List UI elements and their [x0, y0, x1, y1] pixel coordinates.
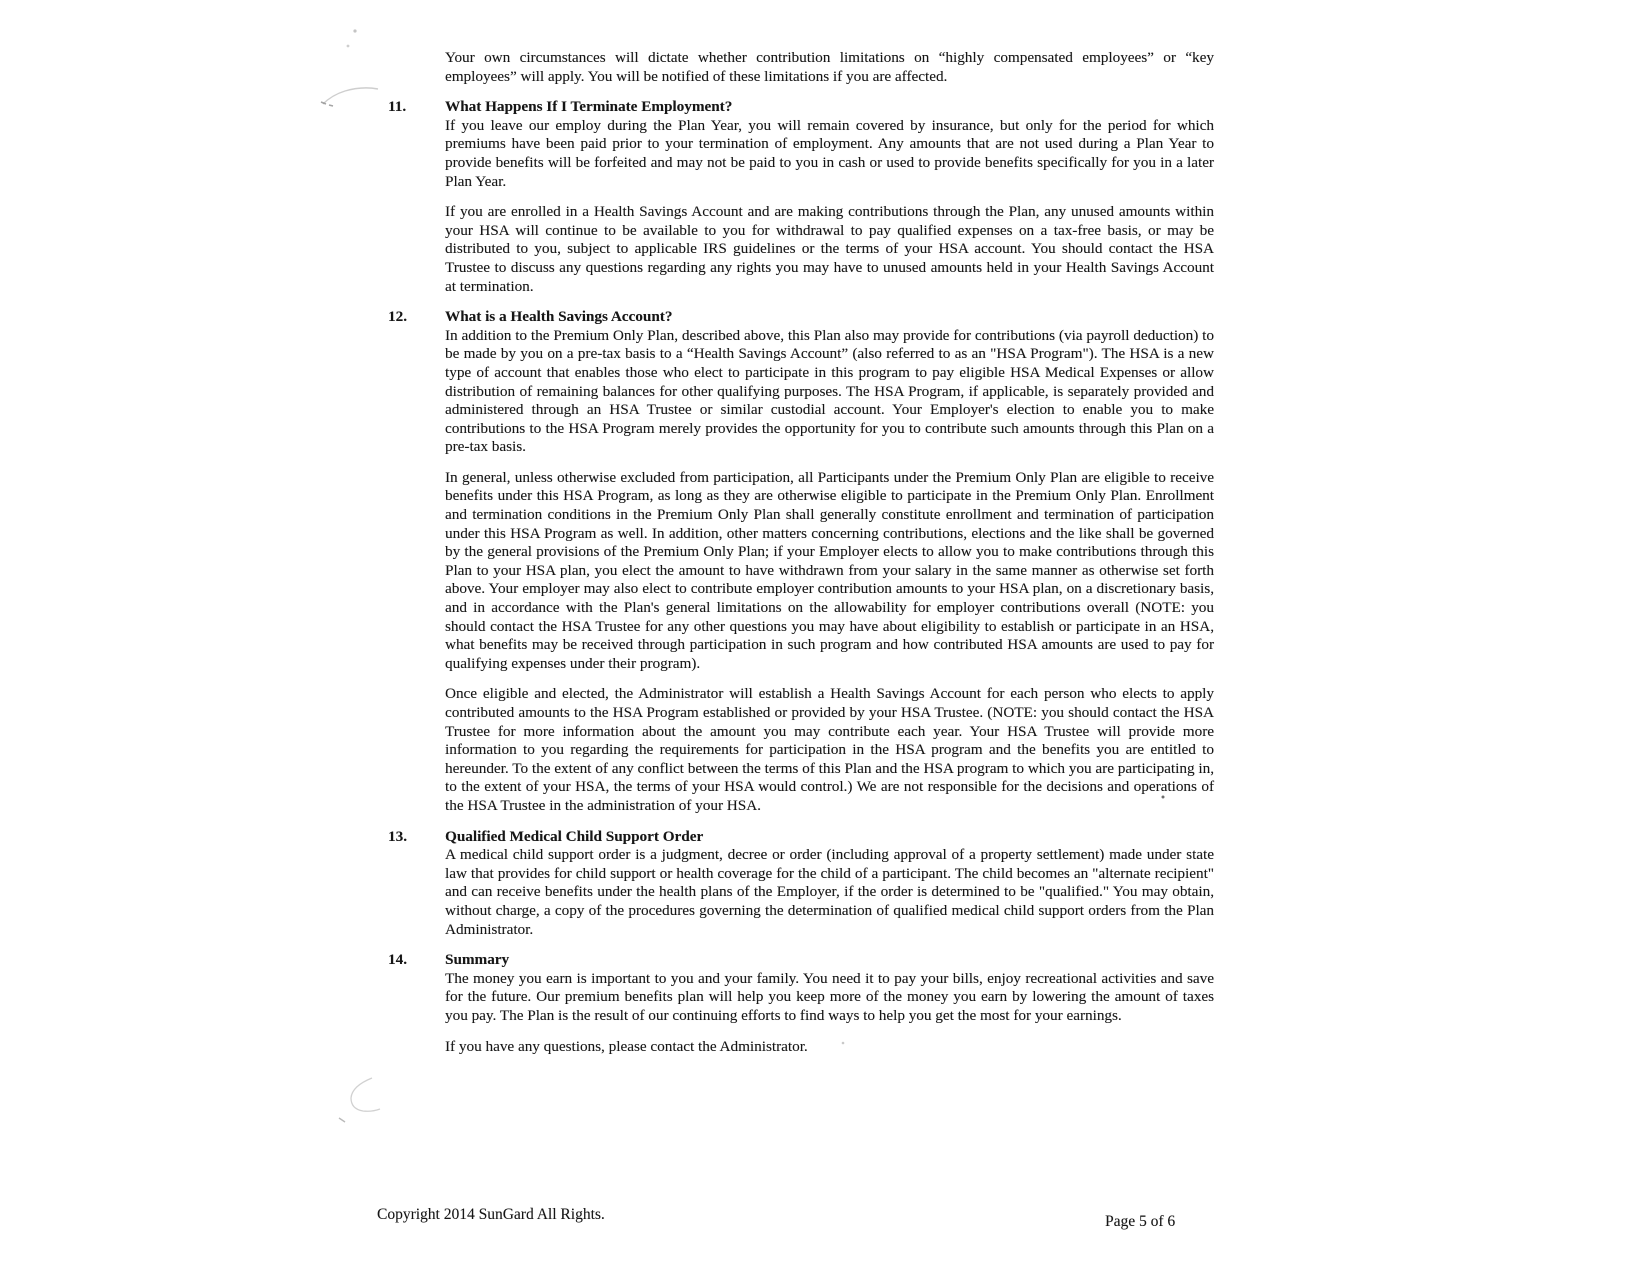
paragraph: The money you earn is important to you and your family. You need it to pay your bills, enjoy recreational activities and save for the future. Our premium benefits plan will help you keep more of the money you earn by lowering the amount of taxes you pay. The Plan is the result of our continuing efforts to find ways to help you get the most for your earnings. — [445, 969, 1214, 1024]
section-number: 11. — [388, 98, 407, 116]
pencil-tick-mark — [339, 1118, 345, 1122]
section-summary — [388, 951, 1214, 1068]
pencil-c-mark — [351, 1078, 380, 1111]
section-number: 12. — [388, 308, 407, 326]
paragraph: In addition to the Premium Only Plan, described above, this Plan also may provide for contributions (via payroll deduction) to be made by you on a pre-tax basis to a “Health Savings Account” (also referred to as an "HSA Program"). The HSA is a new type of account that enables those who elect to participate in this program to pay eligible HSA Medical Expenses or allow distribution of remaining balances for other qualifying purposes. The HSA Program, if applicable, is separately provided and administered through an HSA Trustee or similar custodial account. Your Employer's election to enable you to make contributions to the HSA Program merely provides the opportunity for you to contribute such amounts through this Plan on a pre-tax basis. — [445, 326, 1214, 456]
section-title: Summary — [445, 951, 510, 969]
section-content — [445, 828, 1214, 952]
section-terminate-employment — [388, 98, 1214, 308]
scan-speck — [347, 45, 350, 48]
intro-paragraph: Your own circumstances will dictate whether contribution limitations on “highly compensated employees” or “key employees” will apply. You will be notified of these limitations if you are affected. — [445, 49, 1214, 85]
section-content — [445, 98, 1214, 308]
section-content — [445, 951, 1214, 1068]
scan-speck — [353, 29, 356, 32]
document-body — [388, 49, 1214, 1068]
pencil-dash-mark — [321, 102, 333, 106]
paragraph: A medical child support order is a judgment, decree or order (including approval of a property settlement) made under state law that provides for child support or health coverage for the child of a participant. The child becomes an "alternate recipient" and can receive benefits under the health plans of the Employer, if the order is determined to be "qualified." You may obtain, without charge, a copy of the procedures governing the determination of qualified medical child support orders from the Plan Administrator. — [445, 846, 1214, 938]
paragraph: In general, unless otherwise excluded from participation, all Participants under the Premium Only Plan are eligible to receive benefits under this HSA Program, as long as they are otherwise eligible to participate in the Premium Only Plan. Enrollment and termination conditions in the Premium Only Plan shall generally constitute enrollment and termination of participation under this HSA Program as well. In addition, other matters concerning contributions, elections and the like shall be governed by the general provisions of the Premium Only Plan; if your Employer elects to allow you to make contributions through this Plan to your HSA plan, you elect the amount to have withdrawn from your salary in the same manner as otherwise set forth above. Your employer may also elect to contribute employer contribution amounts to your HSA plan, on a discretionary basis, and in accordance with the Plan's general limitations on the allowability for employer contributions overall (NOTE: you should contact the HSA Trustee for any other questions you may have about eligibility to establish or participate in an HSA, what benefits may be received through participation in such program and how contributed HSA amounts are used to pay for qualifying expenses under their program). — [445, 468, 1214, 672]
paragraph: Once eligible and elected, the Administrator will establish a Health Savings Account for each person who elects to apply contributed amounts to the HSA Program established or provided by your HSA Trustee. (NOTE: you should contact the HSA Trustee for more information about the amount you may contribute each year. Your HSA Trustee will provide more information to you regarding the requirements for participation in the HSA program and the benefits you are entitled to hereunder. To the extent of any conflict between the terms of this Plan and the HSA program to which you are participating in, to the extent of your HSA, the terms of your HSA would control.) We are not responsible for the decisions and operations of the HSA Trustee in the administration of your HSA. — [445, 685, 1214, 814]
pencil-arc-mark — [323, 88, 378, 104]
section-number: 14. — [388, 951, 407, 969]
footer-copyright: Copyright 2014 SunGard All Rights. — [377, 1206, 605, 1223]
footer-page-number: Page 5 of 6 — [1105, 1213, 1176, 1230]
section-title: Qualified Medical Child Support Order — [445, 827, 704, 845]
section-content — [445, 308, 1214, 827]
paragraph: If you are enrolled in a Health Savings Account and are making contributions through the Plan, any unused amounts within your HSA will continue to be available to you for withdrawal to pay qualified expenses on a tax-free basis, or may be distributed to you, subject to applicable IRS guidelines or the terms of your HSA account. You should contact the HSA Trustee to discuss any questions regarding any rights you may have to unused amounts held in your Health Savings Account at termination. — [445, 203, 1214, 295]
section-health-savings-account — [388, 308, 1214, 827]
section-title: What Happens If I Terminate Employment? — [445, 98, 733, 116]
section-title: What is a Health Savings Account? — [445, 308, 673, 326]
section-qualified-medical-child-support-order — [388, 828, 1214, 952]
paragraph: If you have any questions, please contact the Administrator. — [445, 1037, 808, 1055]
paragraph: If you leave our employ during the Plan Year, you will remain covered by insurance, but only for the period for which premiums have been paid prior to your termination of employment. Any amounts that are not used during a Plan Year to provide benefits will be forfeited and may not be paid to you in cash or used to provide benefits specifically for you in a later Plan Year. — [445, 116, 1214, 190]
section-number: 13. — [388, 827, 407, 845]
